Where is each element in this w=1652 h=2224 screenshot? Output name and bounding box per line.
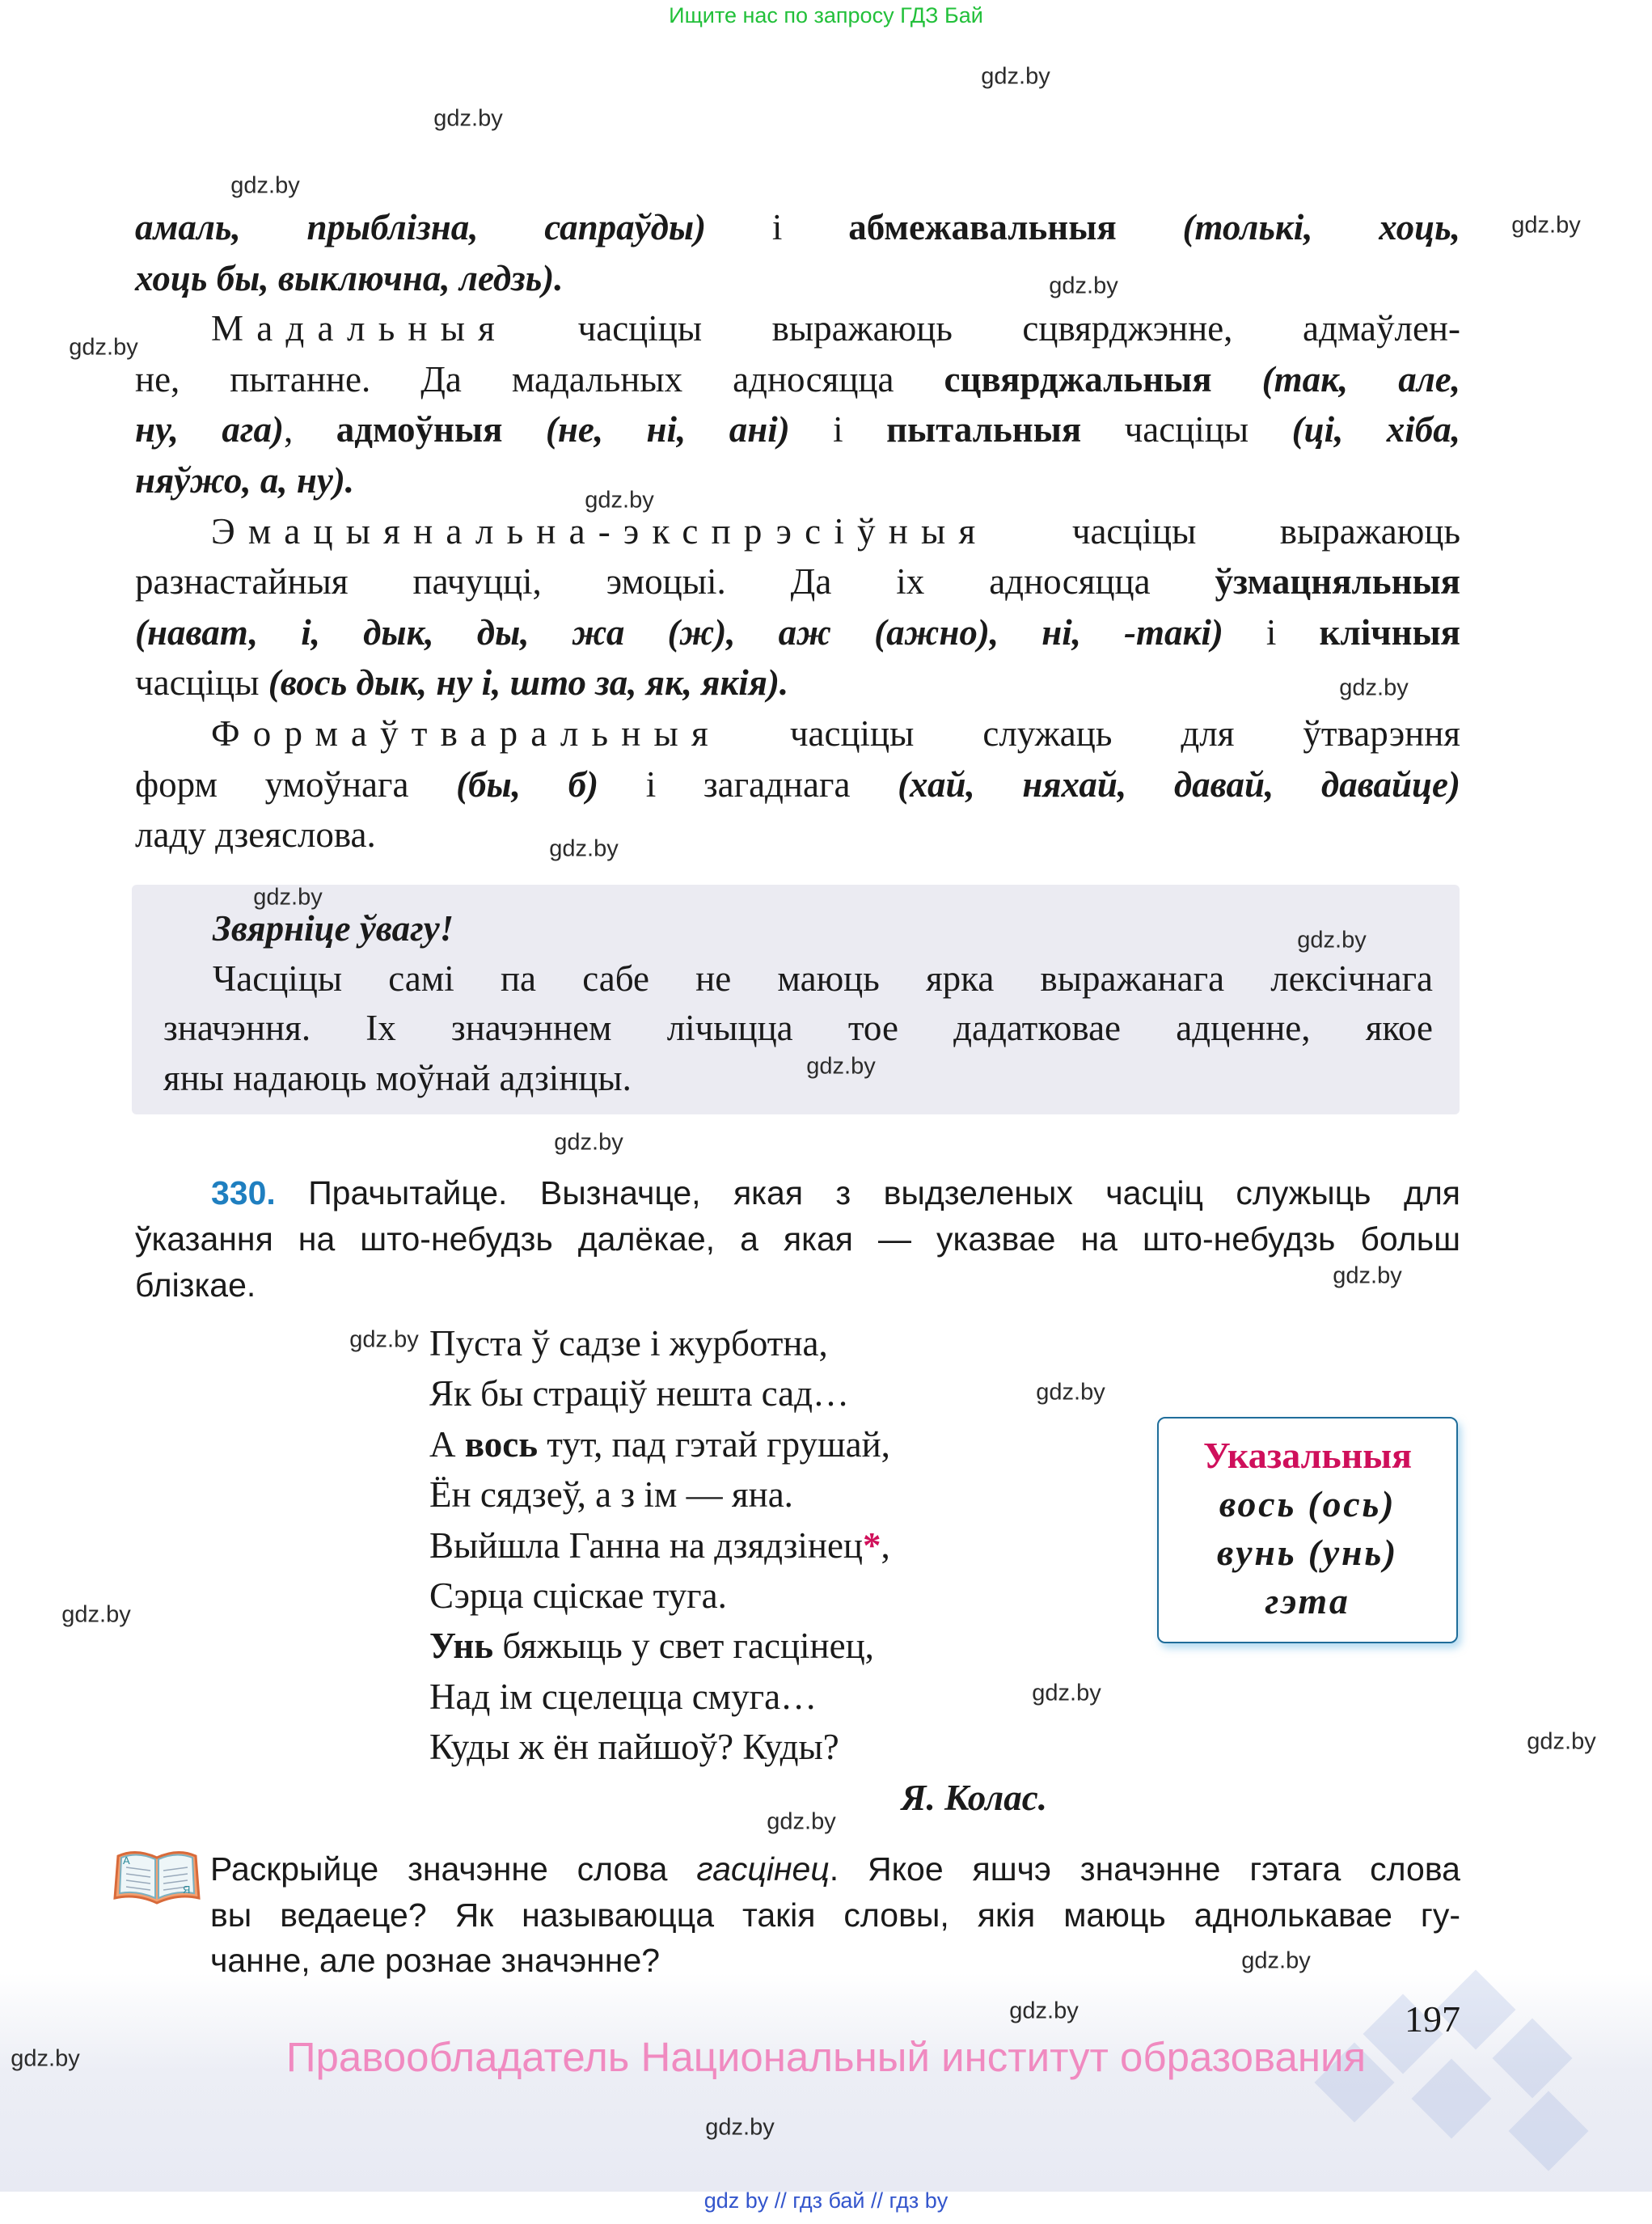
text-segment: абмежавальныя — [848, 207, 1117, 247]
attention-note — [132, 885, 1460, 1114]
text-segment: часціцы — [1081, 409, 1292, 450]
dictionary-book-icon — [112, 1846, 202, 1906]
box-item: вунь (унь) — [1216, 1532, 1399, 1573]
text-segment: Унь — [429, 1626, 494, 1667]
text-line — [135, 202, 1460, 253]
watermark: gdz.by — [1511, 212, 1581, 239]
watermark: gdz.by — [806, 1053, 876, 1080]
watermark: gdz.by — [1009, 1998, 1079, 2024]
text-segment: вось — [464, 1423, 539, 1465]
watermark: gdz.by — [1527, 1728, 1596, 1755]
text-line — [135, 657, 1460, 708]
text-segment: Эмацыянальна-экспрэсіўныя — [211, 510, 989, 552]
text-line — [163, 904, 1433, 954]
watermark: gdz.by — [253, 884, 323, 911]
text-segment: ладу дзеяслова. — [135, 814, 376, 856]
text-line — [135, 1170, 1460, 1216]
text-line — [135, 506, 1460, 557]
watermark: gdz.by — [230, 172, 300, 199]
text-segment: блізкае. — [135, 1266, 256, 1304]
text-segment: часціцы служаць для ўтварэння — [720, 712, 1460, 754]
text-line — [163, 954, 1433, 1004]
text-segment: і загаднага — [598, 763, 898, 805]
text-line — [135, 1262, 1460, 1309]
text-segment: ўзмацняльныя — [1215, 561, 1460, 603]
text-segment: чанне, але рознае значэнне? — [210, 1942, 661, 1979]
svg-text:Я: Я — [183, 1884, 191, 1896]
text-line — [135, 455, 1460, 506]
text-segment: (толькі, хоць, — [1182, 207, 1460, 247]
watermark: gdz.by — [61, 1601, 131, 1628]
svg-text:А: А — [123, 1854, 130, 1867]
text-segment: амаль, прыблізна, сапраўды) — [135, 207, 707, 247]
text-segment: Звярніце ўвагу! — [213, 908, 454, 949]
text-segment: форм умоўнага — [135, 763, 457, 805]
text-line — [429, 1419, 1076, 1469]
text-line — [210, 1846, 1460, 1892]
text-segment: Раскрыйце значэнне слова — [210, 1850, 697, 1888]
text-segment: гасцінец — [696, 1850, 830, 1888]
footnote-asterisk: * — [863, 1524, 881, 1566]
box-item: вось (ось) — [1219, 1483, 1396, 1524]
text-segment: Ён сядзеў, а з ім — яна. — [429, 1474, 793, 1516]
text-line — [135, 759, 1460, 810]
text-segment: і — [1223, 611, 1320, 653]
text-line — [135, 708, 1460, 759]
text-segment — [1212, 359, 1262, 400]
text-segment: (хай, няхай, давай, давайце) — [898, 763, 1461, 805]
text-segment: , — [284, 409, 336, 450]
decor-diamond — [1509, 2091, 1589, 2171]
watermark: gdz.by — [69, 334, 138, 361]
text-segment: і — [789, 409, 887, 450]
text-segment: . Якое яшчэ значэнне гэтага слова — [829, 1850, 1460, 1888]
text-line — [135, 253, 1460, 304]
text-line — [135, 556, 1460, 607]
text-line — [429, 1368, 1076, 1419]
text-line — [429, 1571, 1076, 1621]
text-line — [429, 1672, 1076, 1722]
watermark: gdz.by — [1049, 273, 1118, 299]
text-segment: разнастайныя пачуцці, эмоцыі. Да іх адносяцца — [135, 561, 1215, 603]
exercise-330 — [135, 1170, 1460, 1309]
text-segment: Выйшла Ганна на дзядзінец — [429, 1524, 864, 1566]
watermark: gdz.by — [1241, 1947, 1311, 1974]
search-hint-link[interactable]: Ищите нас по запросу ГДЗ Бай — [669, 3, 983, 27]
text-line — [135, 303, 1460, 354]
text-line — [135, 810, 1460, 860]
text-line — [429, 1520, 1076, 1571]
text-segment: Куды ж ён пайшоў? Куды? — [429, 1727, 839, 1768]
text-segment: Прачытайце. Вызначце, якая з выдзеленых часціц служыць для — [275, 1174, 1460, 1211]
text-segment: часціцы выражаюць — [988, 510, 1460, 552]
watermark: gdz.by — [349, 1326, 419, 1353]
text-line — [210, 1892, 1460, 1939]
poem-author: Я. Колас. — [901, 1777, 1047, 1818]
text-segment: часціцы выражаюць сцвярджэнне, адмаўлен- — [508, 308, 1460, 349]
text-segment: Пуста ў садзе і журботна, — [429, 1323, 828, 1364]
theory-text — [135, 202, 1460, 860]
text-segment: вы ведаеце? Як называюцца такія словы, якія маюць аднолькавае гу- — [210, 1896, 1460, 1934]
text-segment: Над ім сцелецца смуга… — [429, 1676, 818, 1717]
exercise-number: 330. — [211, 1174, 276, 1211]
page-number: 197 — [1405, 1998, 1460, 2040]
box-title: Указальныя — [1202, 1435, 1413, 1476]
watermark: gdz.by — [11, 2045, 80, 2072]
watermark: gdz.by — [767, 1808, 836, 1835]
text-segment: часціцы — [135, 662, 268, 704]
text-line — [429, 1621, 1076, 1671]
poem-lines — [429, 1318, 1076, 1773]
text-segment: яны надаюць моўнай адзінцы. — [163, 1057, 632, 1098]
text-segment: (нават, і, дык, ды, жа (ж), аж (ажно), ні, -такі) — [135, 611, 1223, 653]
watermark: gdz.by — [1339, 674, 1409, 701]
text-segment — [502, 409, 545, 450]
text-line — [163, 1004, 1433, 1054]
text-segment: Часціцы самі па сабе не маюць ярка выражанага лексічнага — [213, 958, 1433, 999]
text-segment: Як бы страціў нешта сад… — [429, 1373, 850, 1414]
text-segment: Мадальныя — [211, 308, 509, 349]
watermark: gdz.by — [549, 835, 619, 862]
text-segment: тут, пад гэтай грушай, — [538, 1423, 890, 1465]
text-segment — [1117, 207, 1183, 247]
text-segment: ўказання на што-небудзь далёкае, а якая — указвае на што-небудзь больш — [135, 1220, 1460, 1258]
text-segment: (бы, б) — [456, 763, 599, 805]
text-segment: (не, ні, ані) — [545, 409, 790, 450]
text-segment: не, пытанне. Да мадальных адносяцца — [135, 358, 944, 400]
text-segment: адмоўныя — [336, 409, 503, 450]
watermark: gdz.by — [705, 2114, 775, 2141]
poem — [429, 1318, 1076, 1823]
attention-note-text — [163, 904, 1433, 1103]
watermark: gdz.by — [1333, 1262, 1402, 1289]
text-segment: (ці, хіба, — [1291, 409, 1461, 450]
text-line — [135, 607, 1460, 658]
watermark: gdz.by — [1032, 1680, 1101, 1706]
text-segment: хоць бы, выключна, ледзь). — [135, 257, 564, 298]
text-segment: А — [429, 1423, 465, 1465]
watermark: gdz.by — [1036, 1379, 1105, 1406]
text-segment: значэння. Іх значэннем лічыцца тое дадатковае адценне, якое — [163, 1008, 1433, 1048]
text-segment: і — [706, 207, 849, 247]
watermark: gdz.by — [585, 487, 654, 514]
text-segment: ну, ага) — [135, 409, 285, 450]
copyright-notice: Правообладатель Национальный институт образования — [285, 2034, 1367, 2080]
text-segment: няўжо, а, ну). — [135, 459, 355, 501]
bottom-site-links[interactable]: gdz by // гдз бай // гдз by — [703, 2188, 949, 2213]
text-segment: сцвярджальныя — [944, 358, 1212, 400]
watermark: gdz.by — [1297, 927, 1367, 953]
text-line — [429, 1722, 1076, 1772]
text-segment: Сэрца сціскае туга. — [429, 1575, 727, 1617]
text-line — [163, 1054, 1433, 1104]
text-segment: , — [881, 1524, 890, 1566]
text-line — [429, 1469, 1076, 1520]
watermark: gdz.by — [981, 63, 1050, 90]
watermark: gdz.by — [433, 105, 503, 132]
text-segment: бяжыць у свет гасцінец, — [493, 1626, 874, 1667]
text-segment: (так, але, — [1261, 358, 1461, 400]
text-line — [429, 1318, 1076, 1368]
text-line — [135, 1216, 1460, 1262]
text-line — [135, 404, 1460, 455]
box-item: гэта — [1265, 1580, 1350, 1621]
text-segment: (вось дык, ну і, што за, як, якія). — [268, 662, 789, 704]
text-line — [135, 354, 1460, 405]
demonstrative-particles-box — [1157, 1417, 1458, 1643]
text-segment: клічныя — [1319, 611, 1460, 653]
watermark: gdz.by — [554, 1129, 623, 1156]
text-segment: Формаўтваральныя — [211, 712, 721, 754]
text-segment: пытальныя — [886, 409, 1082, 450]
